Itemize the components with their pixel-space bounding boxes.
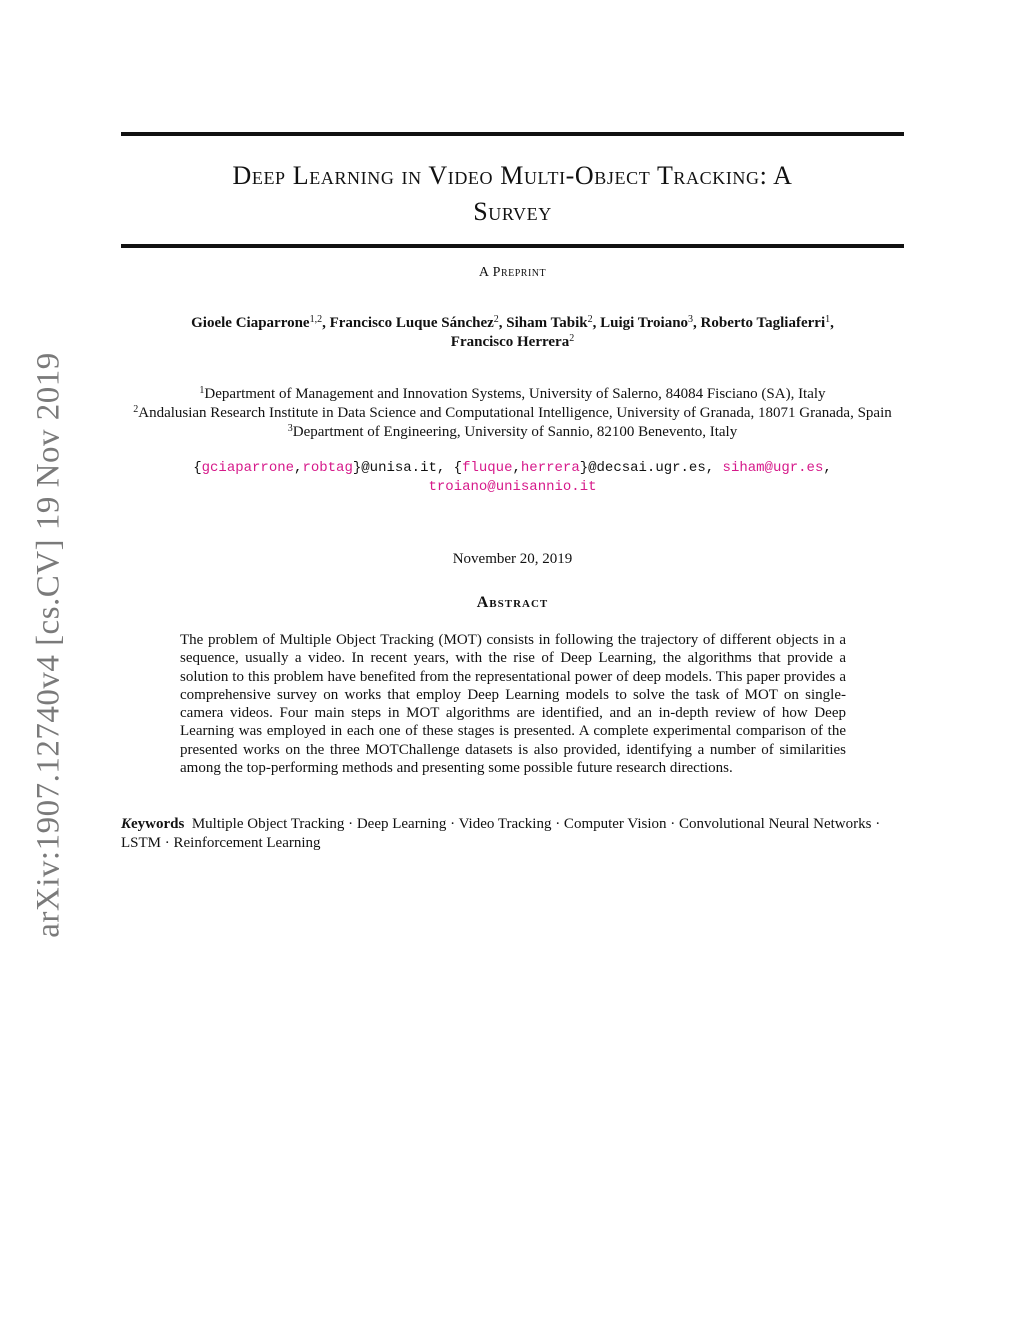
affiliation-2 (115, 404, 910, 423)
affiliation-text: Andalusian Research Institute in Data Science and Computational Intelligence, University of Granada, 18071 Granada, Spain (138, 405, 892, 421)
author-name: Luigi Troiano (600, 315, 689, 331)
author-affiliation-mark: 1,2 (309, 314, 323, 325)
author-name: Francisco Herrera (450, 334, 570, 350)
email-separator: , (823, 460, 832, 476)
email-link-robtag[interactable]: robtag (302, 460, 353, 476)
abstract-text: The problem of Multiple Object Tracking (MOT) consists in following the trajectory of different objects in a sequence, usually a video. In recent years, with the rise of Deep Learning, the algorithms that provide a solution to this problem have benefited from the representational power of deep models. This paper provides a comprehensive survey on works that employ Deep Learning models to solve the task of MOT on single-camera videos. Four main steps in MOT algorithms are identified, and an in-depth review of how Deep Learning was employed in each one of these stages is presented. A complete experimental comparison of the presented works on the three MOTChallenge datasets is also provided, identifying a number of similarities among the top-performing methods and presenting some possible future research directions. (180, 632, 846, 777)
email-link-fluque[interactable]: fluque (462, 460, 513, 476)
author-affiliation-mark: 2 (587, 314, 593, 325)
author-name: Gioele Ciaparrone (191, 315, 310, 331)
preprint-label: A Preprint (478, 265, 547, 280)
email-domain-decsai: }@decsai.ugr.es, (579, 460, 723, 476)
email-brace: { (193, 460, 202, 476)
paper-title (121, 158, 904, 230)
author-affiliation-mark: 2 (493, 314, 499, 325)
affiliation-mark: 2 (133, 404, 139, 415)
title-top-rule (121, 132, 904, 136)
email-link-troiano[interactable]: troiano@unisannio.it (428, 479, 597, 495)
affiliation-text: Department of Management and Innovation Systems, University of Salerno, 84084 Fisciano (SA), Italy (204, 386, 826, 402)
author-list: Gioele Ciaparrone$^{1,2}$, Francisco Luque Sánchez$^2$, Siham Tabik$^2$, Luigi Troiano$^3$, Roberto Tagliaferri$^1$, Francisco Herrera$^2$ (191, 314, 834, 350)
keywords-label-initial: K (121, 816, 132, 832)
keywords-label-rest: eywords (131, 816, 185, 832)
email-separator: , (294, 460, 303, 476)
abstract-heading: Abstract (476, 594, 549, 611)
affiliation-mark: 1 (199, 385, 205, 396)
affiliation-3 (115, 423, 910, 442)
author-affiliation-mark: 2 (569, 333, 575, 344)
affiliation-1 (115, 385, 910, 404)
keywords-section (121, 815, 904, 852)
author-name: Siham Tabik (506, 315, 588, 331)
publication-date: November 20, 2019 (452, 551, 573, 567)
email-separator: , (512, 460, 521, 476)
affiliations (115, 385, 910, 442)
keywords-text: Multiple Object Tracking · Deep Learning · Video Tracking · Computer Vision · Convolutional Neural Networks · LSTM · Reinforcement Learning (121, 816, 881, 851)
title-bottom-rule (121, 244, 904, 248)
email-domain-unisa: }@unisa.it, { (352, 460, 463, 476)
affiliation-text: Department of Engineering, University of Sannio, 82100 Benevento, Italy (292, 424, 738, 440)
author-name: Francisco Luque Sánchez (329, 315, 494, 331)
email-link-gciaparrone[interactable]: gciaparrone (201, 460, 295, 476)
author-affiliation-mark: 3 (688, 314, 694, 325)
email-link-herrera[interactable]: herrera (520, 460, 580, 476)
keywords-label (121, 816, 184, 832)
email-link-siham[interactable]: siham@ugr.es (722, 460, 824, 476)
paper-title-line-2: Survey (473, 197, 552, 226)
author-affiliation-mark: 1 (825, 314, 831, 325)
arxiv-side-stamp: arXiv:1907.12740v4 [cs.CV] 19 Nov 2019 (30, 352, 67, 938)
email-addresses (121, 459, 904, 497)
affiliation-mark: 3 (287, 423, 293, 434)
paper-title-line-1: Deep Learning in Video Multi-Object Tracking: A (232, 161, 793, 190)
author-name: Roberto Tagliaferri (700, 315, 826, 331)
